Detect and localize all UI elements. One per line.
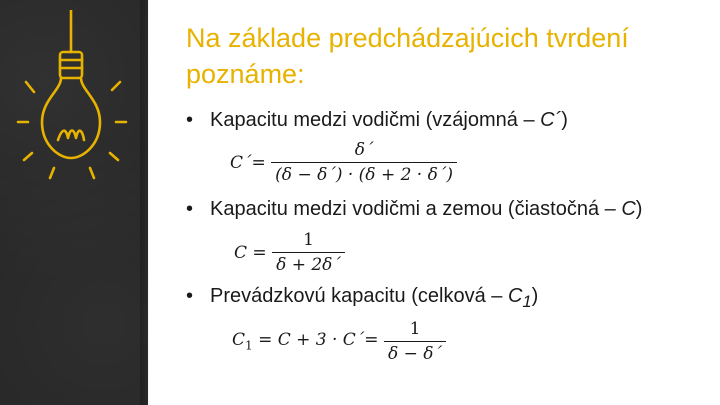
bullet-suffix: ) — [635, 198, 643, 220]
bullet-suffix: ) — [561, 109, 568, 131]
formula-denominator: δ + 2δ´ — [276, 255, 341, 275]
formula-partial-capacitance — [234, 230, 345, 275]
bullet-symbol: • — [186, 285, 194, 307]
bullet-subscript: 1 — [522, 292, 532, 311]
bullet-symbol-var: C — [507, 285, 523, 307]
formula-denominator: δ − δ´ — [387, 344, 442, 364]
formula-operating-capacitance — [232, 319, 446, 364]
formula-lhs-subscript: 1 — [245, 338, 253, 353]
formula-lhs-symbol: C — [232, 330, 246, 351]
formula-lhs: C´= — [230, 152, 266, 173]
formula-denominator: (δ − δ´) · (δ + 2 · δ´) — [275, 165, 453, 185]
bullet-text: Kapacitu medzi vodičmi (vzájomná – — [210, 109, 541, 131]
bullet-text: Prevádzkovú kapacitu (celková – — [210, 285, 508, 307]
bullet-item-partial-capacitance — [186, 198, 642, 221]
formula-mutual-capacitance — [230, 140, 457, 185]
bullet-item-operating-capacitance — [186, 285, 538, 312]
formula-fraction — [271, 140, 457, 185]
bullet-item-mutual-capacitance — [186, 109, 568, 132]
formula-lhs-rest: = C + 3 · C´= — [258, 330, 379, 351]
formula-fraction — [384, 319, 446, 364]
bullet-suffix: ) — [531, 285, 539, 307]
bullet-symbol-var: C´ — [540, 109, 562, 131]
slide-title: Na základe predchádzajúcich tvrdení poznáme: — [186, 23, 629, 89]
bullet-symbol-var: C — [621, 198, 636, 220]
lightbulb-icon — [14, 10, 144, 200]
bullet-text: Kapacitu medzi vodičmi a zemou (čiastočná – — [210, 198, 622, 220]
bullet-symbol: • — [186, 109, 194, 131]
formula-numerator: 1 — [272, 230, 345, 253]
formula-fraction — [272, 230, 345, 275]
formula-numerator: δ´ — [271, 140, 457, 163]
formula-lhs — [232, 330, 379, 352]
bullet-symbol: • — [186, 198, 194, 220]
formula-lhs: C = — [234, 242, 267, 263]
formula-numerator: 1 — [384, 319, 446, 342]
